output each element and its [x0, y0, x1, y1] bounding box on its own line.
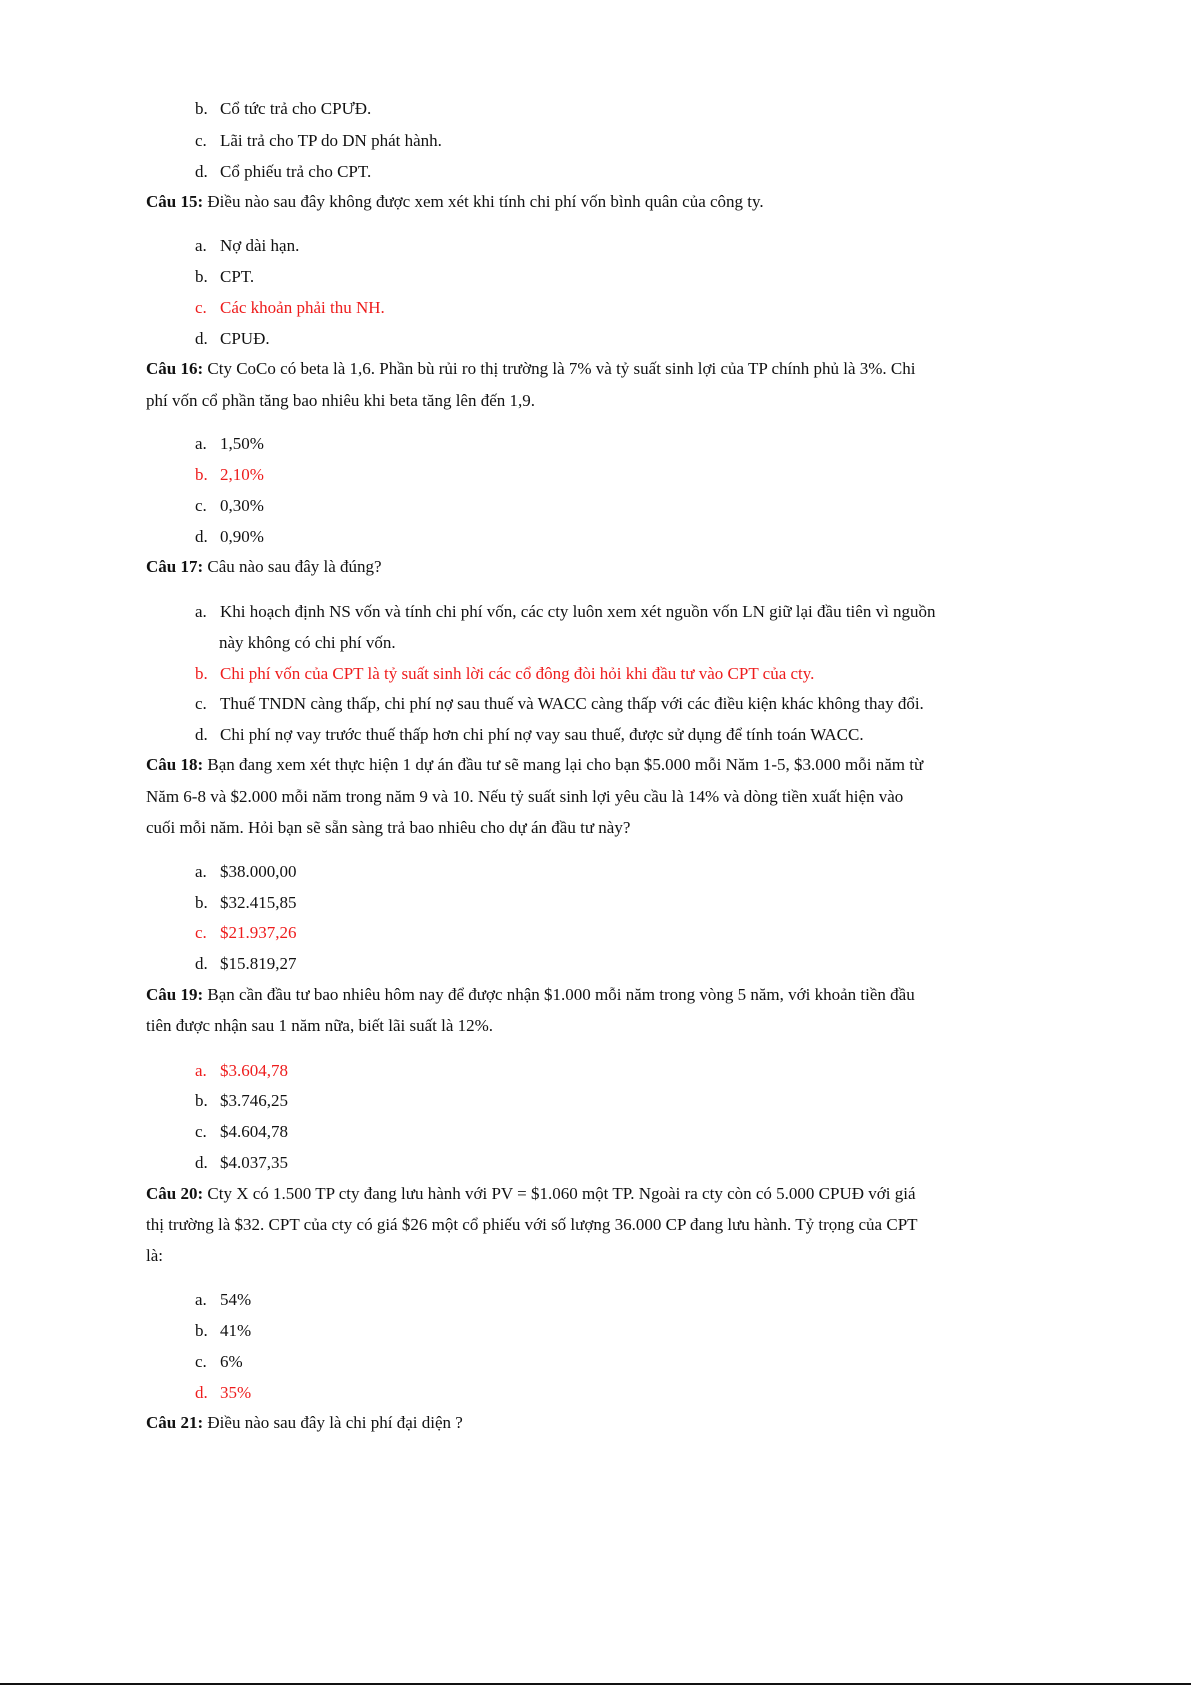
option-row: a. $38.000,00 — [195, 862, 297, 881]
option-continuation: này không có chi phí vốn. — [219, 633, 396, 652]
correct-option: c. Các khoản phải thu NH. — [195, 298, 385, 317]
option-row: c. 6% — [195, 1352, 243, 1371]
option-row: d. $15.819,27 — [195, 954, 297, 973]
correct-option: a. $3.604,78 — [195, 1061, 288, 1080]
correct-option: b. Chi phí vốn của CPT là tỷ suất sinh lời các cổ đông đòi hỏi khi đầu tư vào CPT của cty. — [195, 664, 815, 683]
question-15: Câu 15: Điều nào sau đây không được xem xét khi tính chi phí vốn bình quân của công ty. — [146, 192, 764, 211]
question-21: Câu 21: Điều nào sau đây là chi phí đại diện ? — [146, 1413, 463, 1432]
correct-option: c. $21.937,26 — [195, 923, 297, 942]
question-text-line: cuối mỗi năm. Hỏi bạn sẽ sẵn sàng trả bao nhiêu cho dự án đầu tư này? — [146, 818, 631, 837]
option-row: d. $4.037,35 — [195, 1153, 288, 1172]
question-text-line: Năm 6-8 và $2.000 mỗi năm trong năm 9 và 10. Nếu tỷ suất sinh lợi yêu cầu là 14% và dòng tiền xuất hiện vào — [146, 787, 904, 806]
option-row: c. Lãi trả cho TP do DN phát hành. — [195, 131, 442, 150]
option-row: b. 41% — [195, 1321, 252, 1340]
question-20: Câu 20: Cty X có 1.500 TP cty đang lưu hành với PV = $1.060 một TP. Ngoài ra cty còn có 5.000 CPUĐ với giá — [146, 1184, 916, 1203]
option-row: d. CPUĐ. — [195, 329, 270, 348]
option-row: c. Thuế TNDN càng thấp, chi phí nợ sau thuế và WACC càng thấp với các điều kiện khác không thay đổi. — [195, 694, 924, 713]
question-19: Câu 19: Bạn cần đầu tư bao nhiêu hôm nay để được nhận $1.000 mỗi năm trong vòng 5 năm, với khoản tiền đầu — [146, 985, 915, 1004]
option-row: c. $4.604,78 — [195, 1122, 288, 1141]
option-row: a. Khi hoạch định NS vốn và tính chi phí vốn, các cty luôn xem xét nguồn vốn LN giữ lại đầu tiên vì nguồn — [195, 602, 936, 621]
option-row: b. $32.415,85 — [195, 893, 297, 912]
question-text-line: phí vốn cổ phần tăng bao nhiêu khi beta tăng lên đến 1,9. — [146, 391, 536, 410]
correct-option: b. 2,10% — [195, 465, 264, 484]
question-text-line: thị trường là $32. CPT của cty có giá $26 một cổ phiếu với số lượng 36.000 CP đang lưu hành. Tỷ trọng của CPT — [146, 1215, 918, 1234]
question-17: Câu 17: Câu nào sau đây là đúng? — [146, 557, 382, 576]
question-18: Câu 18: Bạn đang xem xét thực hiện 1 dự án đầu tư sẽ mang lại cho bạn $5.000 mỗi Năm 1-5, $3.000 mỗi năm từ — [146, 755, 924, 774]
option-row: a. 54% — [195, 1290, 252, 1309]
question-text-line: tiên được nhận sau 1 năm nữa, biết lãi suất là 12%. — [146, 1016, 494, 1035]
option-row: c. 0,30% — [195, 496, 264, 515]
option-row: b. Cổ tức trả cho CPƯĐ. — [195, 99, 372, 118]
option-row: a. Nợ dài hạn. — [195, 236, 300, 255]
option-row: a. 1,50% — [195, 434, 264, 453]
option-row: b. CPT. — [195, 267, 255, 286]
question-16: Câu 16: Cty CoCo có beta là 1,6. Phần bù rủi ro thị trường là 7% và tỷ suất sinh lợi của TP chính phủ là 3%. Chi — [146, 359, 916, 378]
option-row: d. 0,90% — [195, 527, 264, 546]
correct-option: d. 35% — [195, 1383, 252, 1402]
option-row: d. Chi phí nợ vay trước thuế thấp hơn chi phí nợ vay sau thuế, được sử dụng để tính toán WACC. — [195, 725, 864, 744]
question-text-line: là: — [146, 1246, 163, 1265]
option-row: b. $3.746,25 — [195, 1091, 288, 1110]
option-row: d. Cổ phiếu trả cho CPT. — [195, 162, 372, 181]
